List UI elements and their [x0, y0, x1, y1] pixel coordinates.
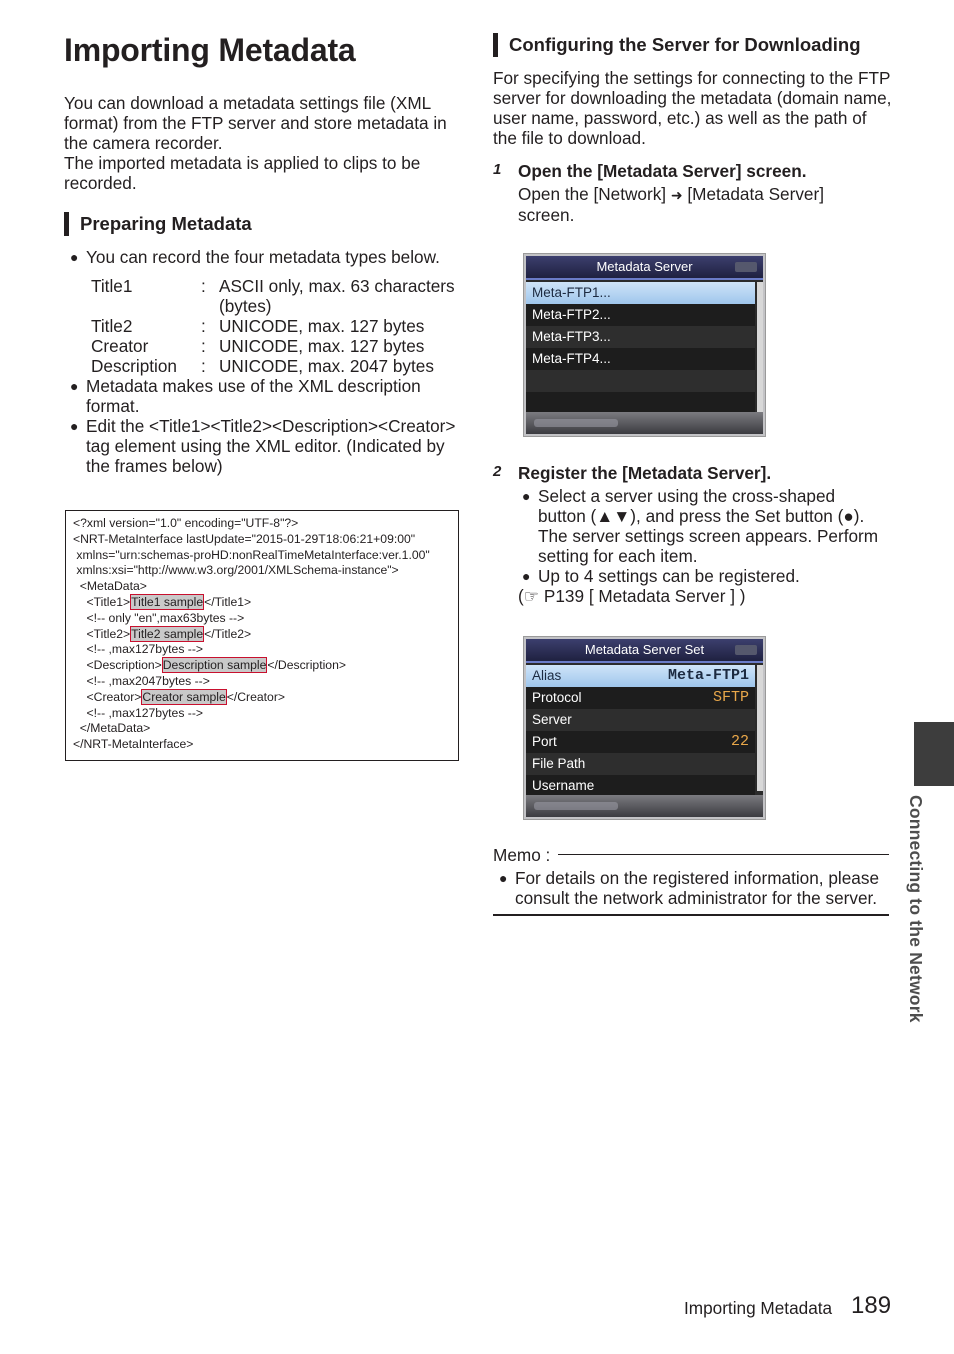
bullet-item	[70, 416, 464, 476]
bullet-text: consult the network administrator for the server.	[515, 888, 878, 908]
server-item-label: Meta-FTP1...	[532, 285, 611, 300]
setting-row-alias[interactable]	[526, 665, 755, 687]
intro-paragraph: You can download a metadata settings file (XML format) from the FTP server and store metadata in the camera recorder. The imported metadata is applied to clips to be recorded.	[64, 93, 447, 193]
screen-body	[526, 256, 763, 434]
screen-corner-icon	[735, 645, 757, 655]
setting-row-username[interactable]	[526, 775, 755, 797]
setting-label: Server	[532, 712, 572, 727]
memo-bullet	[499, 868, 895, 908]
step-title: Open the [Metadata Server] screen.	[518, 161, 807, 181]
setting-row-port[interactable]	[526, 731, 755, 753]
memo-label: Memo :	[493, 845, 551, 865]
setting-label: File Path	[532, 756, 586, 771]
chapter-tab-label: Connecting to the Network	[906, 795, 926, 1023]
bullet-dot-icon: ●	[522, 568, 531, 584]
xml-line: </Title2>	[204, 626, 252, 641]
type-desc: ASCII only, max. 63 characters (bytes)	[219, 276, 455, 316]
bullet-text: For details on the registered information, please	[515, 868, 880, 888]
type-name: Description	[91, 356, 177, 376]
type-colon: :	[201, 336, 206, 356]
step-number: 2	[493, 463, 502, 480]
type-colon: :	[201, 356, 206, 376]
xml-line: <Description>	[73, 658, 162, 673]
xml-line: <!-- only "en",max63bytes -->	[73, 610, 245, 625]
xml-edit-frame: Description sample	[162, 658, 267, 673]
bullet-text: Edit the <Title1><Title2><Description><Creator> tag element using the XML editor. (Indicated by the frames below)	[86, 416, 456, 476]
empty-row	[526, 370, 755, 392]
screen-title-bar	[526, 639, 763, 663]
bullet-text: button (▲▼), and press the Set button (●).	[538, 506, 865, 526]
metadata-server-set-screen	[523, 636, 766, 820]
bullet-dot-icon: ●	[70, 418, 79, 434]
xml-line: <Creator>	[73, 689, 142, 704]
xml-sample-box	[65, 510, 459, 761]
arrow-right-icon: ➜	[670, 187, 683, 203]
server-list-item[interactable]	[526, 282, 755, 304]
xml-line: <?xml version="1.0" encoding="UTF-8"?>	[73, 516, 299, 530]
setting-label: Username	[532, 778, 595, 793]
screen-title: Metadata Server	[596, 259, 693, 274]
xml-line: <!-- ,max2047bytes -->	[73, 673, 210, 688]
type-colon: :	[201, 316, 206, 336]
metadata-server-screen	[523, 253, 766, 437]
server-item-label: Meta-FTP3...	[532, 329, 611, 344]
screen-corner-icon	[735, 262, 757, 272]
screen-body	[526, 639, 763, 817]
xml-line: </Creator>	[226, 689, 286, 704]
step-text-part: screen.	[518, 205, 575, 225]
server-list-item[interactable]	[526, 348, 755, 370]
xml-edit-frame: Title2 sample	[131, 626, 204, 641]
configuring-intro: For specifying the settings for connecting to the FTP server for downloading the metadata (domain name, user name, password, etc.) as well as the path of the file to download.	[493, 68, 892, 148]
type-name: Title2	[91, 316, 133, 336]
bullet-text: Up to 4 settings can be registered.	[538, 566, 800, 586]
server-item-label: Meta-FTP2...	[532, 307, 611, 322]
screen-footer	[526, 795, 763, 817]
xml-line: </Title1>	[204, 594, 252, 609]
xml-line: <MetaData>	[73, 579, 147, 594]
screen-title: Metadata Server Set	[584, 642, 705, 657]
footer-hint-icon	[534, 802, 618, 810]
server-item-label: Meta-FTP4...	[532, 351, 611, 366]
type-desc: UNICODE, max. 2047 bytes	[219, 356, 434, 376]
empty-row	[526, 392, 755, 414]
bullet-text: Select a server using the cross-shaped	[538, 486, 836, 506]
step-text	[518, 184, 858, 225]
xml-line: <!-- ,max127bytes -->	[73, 705, 204, 720]
bullet-item	[522, 486, 898, 566]
page-reference-link[interactable]: (☞ P139 [ Metadata Server ] )	[518, 586, 746, 606]
bullet-item	[522, 566, 898, 586]
scrollbar[interactable]	[757, 282, 763, 412]
bullet-dot-icon: ●	[522, 488, 531, 504]
setting-row-protocol[interactable]	[526, 687, 755, 709]
bullet-dot-icon: ●	[70, 249, 79, 265]
step-number: 1	[493, 161, 502, 178]
chapter-tab-marker	[914, 722, 954, 786]
server-list-item[interactable]	[526, 304, 755, 326]
xml-line: <Title2>	[73, 626, 131, 641]
bullet-item	[70, 376, 456, 416]
xml-line: <Title1>	[73, 594, 131, 609]
setting-value: 22	[730, 733, 749, 750]
bullet-text: Metadata makes use of the XML description format.	[86, 376, 421, 416]
section-heading-configuring: Configuring the Server for Downloading	[493, 33, 861, 57]
setting-value: Meta-FTP1	[667, 667, 749, 684]
type-name: Title1	[91, 276, 133, 296]
step-text-part: Open the [Network]	[518, 184, 667, 204]
bullet-item	[70, 247, 466, 267]
server-list-item[interactable]	[526, 326, 755, 348]
setting-label: Port	[532, 734, 557, 749]
bullet-text: setting for each item.	[538, 546, 698, 566]
type-desc: UNICODE, max. 127 bytes	[219, 336, 425, 356]
xml-line: <NRT-MetaInterface lastUpdate="2015-01-29T18:06:21+09:00"	[73, 531, 416, 546]
xml-edit-frame: Title1 sample	[131, 594, 204, 609]
bullet-dot-icon: ●	[70, 378, 79, 394]
xml-edit-frame: Creator sample	[142, 689, 226, 704]
xml-line: xmlns:xsi="http://www.w3.org/2001/XMLSchema-instance">	[73, 563, 399, 578]
memo-divider	[558, 854, 889, 855]
footer-hint-icon	[534, 419, 618, 427]
scrollbar[interactable]	[757, 665, 763, 791]
setting-value: SFTP	[712, 689, 749, 706]
page-title: Importing Metadata	[64, 32, 356, 68]
screen-title-bar	[526, 256, 763, 280]
xml-line: <!-- ,max127bytes -->	[73, 642, 204, 657]
step-title: Register the [Metadata Server].	[518, 463, 772, 483]
setting-label: Alias	[532, 668, 562, 683]
bullet-text: The server settings screen appears. Perform	[538, 526, 879, 546]
footer-section-name: Importing Metadata	[684, 1298, 833, 1318]
section-heading-preparing: Preparing Metadata	[64, 212, 252, 236]
step-text-part: [Metadata Server]	[687, 184, 824, 204]
type-desc: UNICODE, max. 127 bytes	[219, 316, 425, 336]
memo-bottom-rule	[493, 914, 889, 916]
setting-row-server[interactable]	[526, 709, 755, 731]
type-colon: :	[201, 276, 206, 296]
bullet-dot-icon: ●	[499, 870, 508, 886]
xml-line: </NRT-MetaInterface>	[73, 737, 194, 752]
setting-label: Protocol	[532, 690, 582, 705]
xml-line: </MetaData>	[73, 721, 151, 736]
type-name: Creator	[91, 336, 149, 356]
xml-line: </Description>	[267, 658, 346, 673]
setting-row-file-path[interactable]	[526, 753, 755, 775]
xml-line: xmlns="urn:schemas-proHD:nonRealTimeMetaInterface:ver.1.00"	[73, 547, 430, 562]
screen-footer	[526, 412, 763, 434]
bullet-text: You can record the four metadata types below.	[86, 247, 440, 267]
page-number: 189	[851, 1292, 892, 1319]
